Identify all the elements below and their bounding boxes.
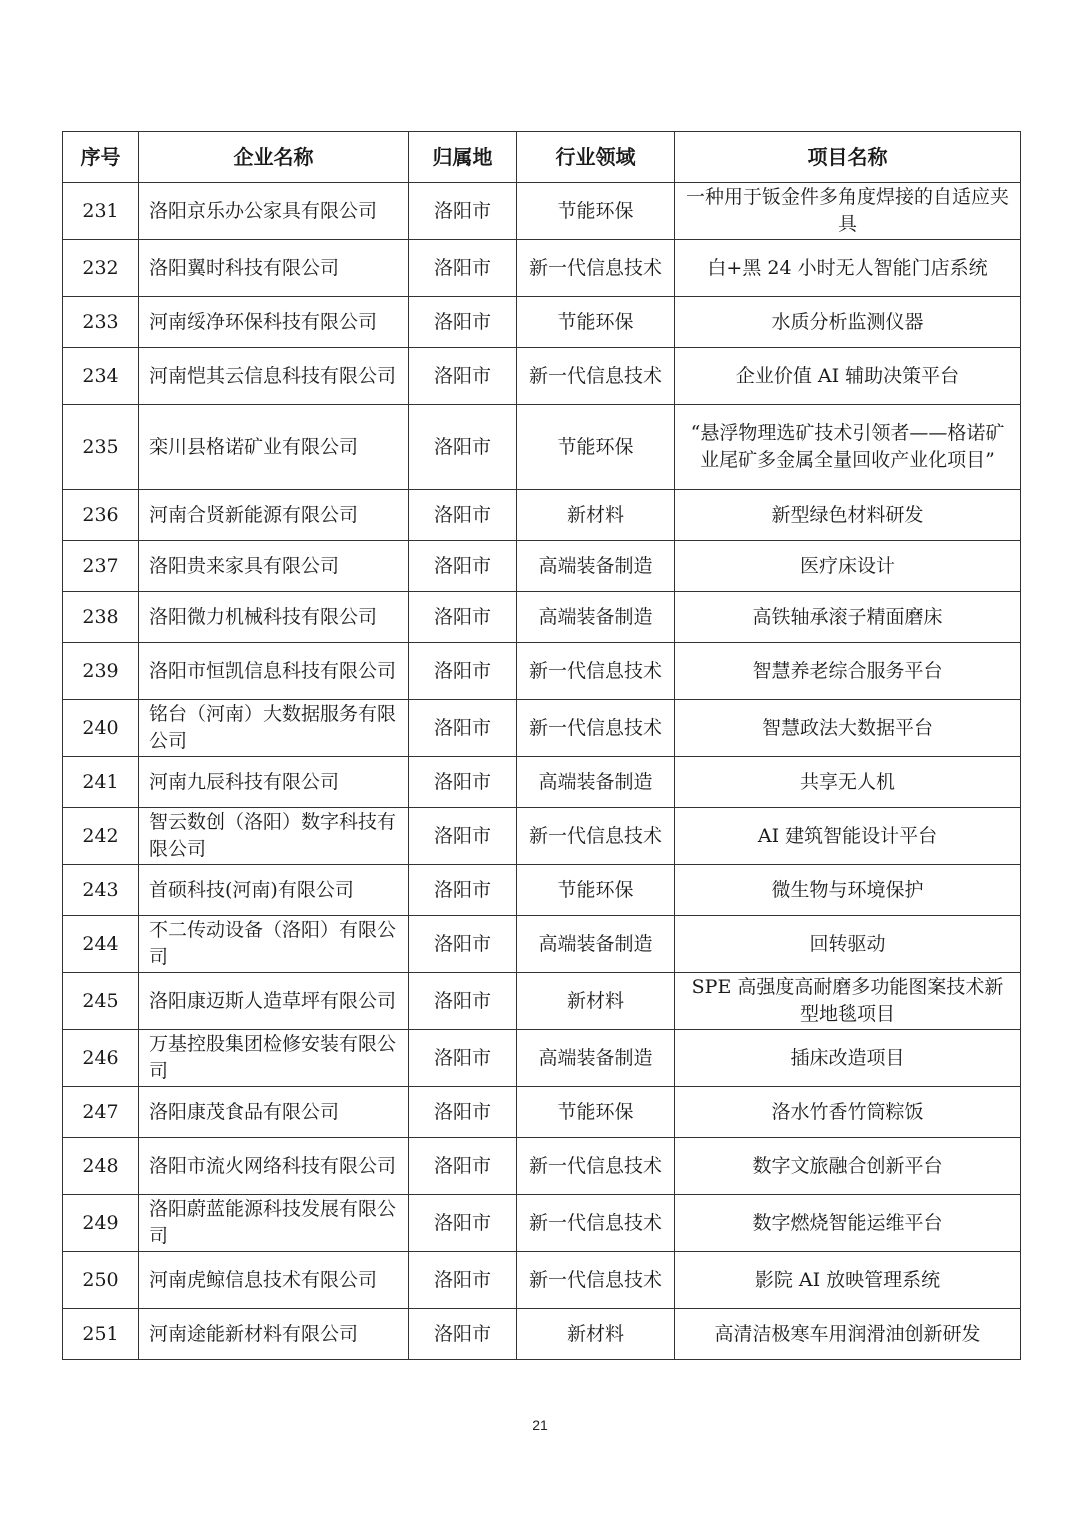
header-field: 行业领域 xyxy=(517,132,675,183)
cell-index: 251 xyxy=(63,1309,139,1360)
cell-index: 248 xyxy=(63,1138,139,1195)
cell-project: 白+黑 24 小时无人智能门店系统 xyxy=(675,240,1021,297)
cell-field: 新材料 xyxy=(517,1309,675,1360)
cell-project: “悬浮物理选矿技术引领者——格诺矿业尾矿多金属全量回收产业化项目” xyxy=(675,405,1021,490)
table-row xyxy=(63,808,1021,865)
table-row xyxy=(63,973,1021,1030)
cell-city: 洛阳市 xyxy=(409,757,517,808)
cell-project: 智慧养老综合服务平台 xyxy=(675,643,1021,700)
cell-city: 洛阳市 xyxy=(409,808,517,865)
cell-field: 高端装备制造 xyxy=(517,592,675,643)
cell-company: 河南虎鲸信息技术有限公司 xyxy=(139,1252,409,1309)
table-row xyxy=(63,700,1021,757)
table-row xyxy=(63,592,1021,643)
table-row xyxy=(63,1138,1021,1195)
cell-index: 242 xyxy=(63,808,139,865)
table-row xyxy=(63,1087,1021,1138)
cell-city: 洛阳市 xyxy=(409,297,517,348)
cell-index: 239 xyxy=(63,643,139,700)
table-row xyxy=(63,1309,1021,1360)
cell-field: 新材料 xyxy=(517,490,675,541)
cell-index: 244 xyxy=(63,916,139,973)
cell-company: 洛阳贵来家具有限公司 xyxy=(139,541,409,592)
cell-field: 节能环保 xyxy=(517,1087,675,1138)
cell-city: 洛阳市 xyxy=(409,348,517,405)
table-row xyxy=(63,297,1021,348)
cell-field: 节能环保 xyxy=(517,183,675,240)
cell-city: 洛阳市 xyxy=(409,183,517,240)
cell-city: 洛阳市 xyxy=(409,592,517,643)
cell-field: 新一代信息技术 xyxy=(517,700,675,757)
cell-index: 245 xyxy=(63,973,139,1030)
cell-field: 高端装备制造 xyxy=(517,1030,675,1087)
cell-project: 智慧政法大数据平台 xyxy=(675,700,1021,757)
cell-company: 洛阳康茂食品有限公司 xyxy=(139,1087,409,1138)
enterprise-table xyxy=(62,131,1021,1360)
cell-project: 数字燃烧智能运维平台 xyxy=(675,1195,1021,1252)
page-number: 21 xyxy=(532,1417,548,1433)
cell-index: 235 xyxy=(63,405,139,490)
header-city: 归属地 xyxy=(409,132,517,183)
cell-project: 高铁轴承滚子精面磨床 xyxy=(675,592,1021,643)
header-index: 序号 xyxy=(63,132,139,183)
cell-field: 新一代信息技术 xyxy=(517,240,675,297)
table-row xyxy=(63,183,1021,240)
table-row xyxy=(63,405,1021,490)
cell-field: 新一代信息技术 xyxy=(517,1252,675,1309)
table-row xyxy=(63,865,1021,916)
cell-company: 洛阳市流火网络科技有限公司 xyxy=(139,1138,409,1195)
cell-company: 洛阳市恒凯信息科技有限公司 xyxy=(139,643,409,700)
cell-company: 洛阳京乐办公家具有限公司 xyxy=(139,183,409,240)
table-header-row xyxy=(63,132,1021,183)
cell-index: 241 xyxy=(63,757,139,808)
cell-company: 智云数创（洛阳）数字科技有限公司 xyxy=(139,808,409,865)
header-company: 企业名称 xyxy=(139,132,409,183)
cell-project: 新型绿色材料研发 xyxy=(675,490,1021,541)
cell-city: 洛阳市 xyxy=(409,973,517,1030)
cell-index: 231 xyxy=(63,183,139,240)
cell-field: 节能环保 xyxy=(517,297,675,348)
cell-project: 影院 AI 放映管理系统 xyxy=(675,1252,1021,1309)
cell-project: 插床改造项目 xyxy=(675,1030,1021,1087)
cell-project: 洛水竹香竹筒粽饭 xyxy=(675,1087,1021,1138)
cell-project: 水质分析监测仪器 xyxy=(675,297,1021,348)
cell-company: 洛阳康迈斯人造草坪有限公司 xyxy=(139,973,409,1030)
cell-project: SPE 高强度高耐磨多功能图案技术新型地毯项目 xyxy=(675,973,1021,1030)
cell-company: 万基控股集团检修安装有限公司 xyxy=(139,1030,409,1087)
cell-city: 洛阳市 xyxy=(409,490,517,541)
cell-project: 数字文旅融合创新平台 xyxy=(675,1138,1021,1195)
table-row xyxy=(63,916,1021,973)
cell-city: 洛阳市 xyxy=(409,1087,517,1138)
cell-project: 回转驱动 xyxy=(675,916,1021,973)
cell-city: 洛阳市 xyxy=(409,1138,517,1195)
cell-company: 铭台（河南）大数据服务有限公司 xyxy=(139,700,409,757)
cell-index: 240 xyxy=(63,700,139,757)
cell-company: 洛阳蔚蓝能源科技发展有限公司 xyxy=(139,1195,409,1252)
table-row xyxy=(63,240,1021,297)
table-row xyxy=(63,348,1021,405)
cell-index: 234 xyxy=(63,348,139,405)
cell-project: 医疗床设计 xyxy=(675,541,1021,592)
cell-company: 首硕科技(河南)有限公司 xyxy=(139,865,409,916)
table-row xyxy=(63,490,1021,541)
cell-company: 栾川县格诺矿业有限公司 xyxy=(139,405,409,490)
cell-index: 238 xyxy=(63,592,139,643)
table-row xyxy=(63,1252,1021,1309)
cell-company: 河南恺其云信息科技有限公司 xyxy=(139,348,409,405)
cell-index: 249 xyxy=(63,1195,139,1252)
cell-city: 洛阳市 xyxy=(409,541,517,592)
cell-project: 高清洁极寒车用润滑油创新研发 xyxy=(675,1309,1021,1360)
cell-city: 洛阳市 xyxy=(409,405,517,490)
cell-project: 企业价值 AI 辅助决策平台 xyxy=(675,348,1021,405)
cell-company: 不二传动设备（洛阳）有限公司 xyxy=(139,916,409,973)
cell-city: 洛阳市 xyxy=(409,1030,517,1087)
cell-field: 高端装备制造 xyxy=(517,916,675,973)
cell-index: 233 xyxy=(63,297,139,348)
cell-project: 微生物与环境保护 xyxy=(675,865,1021,916)
cell-company: 洛阳翼时科技有限公司 xyxy=(139,240,409,297)
cell-city: 洛阳市 xyxy=(409,240,517,297)
table-row xyxy=(63,643,1021,700)
cell-field: 节能环保 xyxy=(517,865,675,916)
cell-city: 洛阳市 xyxy=(409,916,517,973)
cell-city: 洛阳市 xyxy=(409,643,517,700)
cell-city: 洛阳市 xyxy=(409,865,517,916)
cell-field: 新一代信息技术 xyxy=(517,1138,675,1195)
cell-company: 河南途能新材料有限公司 xyxy=(139,1309,409,1360)
cell-field: 新一代信息技术 xyxy=(517,348,675,405)
cell-index: 250 xyxy=(63,1252,139,1309)
cell-index: 237 xyxy=(63,541,139,592)
cell-field: 高端装备制造 xyxy=(517,541,675,592)
cell-index: 243 xyxy=(63,865,139,916)
table-row xyxy=(63,757,1021,808)
cell-company: 河南绥净环保科技有限公司 xyxy=(139,297,409,348)
cell-index: 232 xyxy=(63,240,139,297)
cell-city: 洛阳市 xyxy=(409,700,517,757)
cell-field: 新材料 xyxy=(517,973,675,1030)
cell-city: 洛阳市 xyxy=(409,1309,517,1360)
cell-field: 节能环保 xyxy=(517,405,675,490)
cell-project: AI 建筑智能设计平台 xyxy=(675,808,1021,865)
table-row xyxy=(63,1030,1021,1087)
cell-index: 247 xyxy=(63,1087,139,1138)
cell-project: 一种用于钣金件多角度焊接的自适应夹具 xyxy=(675,183,1021,240)
header-project: 项目名称 xyxy=(675,132,1021,183)
cell-company: 洛阳微力机械科技有限公司 xyxy=(139,592,409,643)
cell-index: 246 xyxy=(63,1030,139,1087)
table-row xyxy=(63,1195,1021,1252)
cell-city: 洛阳市 xyxy=(409,1195,517,1252)
cell-field: 新一代信息技术 xyxy=(517,1195,675,1252)
table-row xyxy=(63,541,1021,592)
cell-city: 洛阳市 xyxy=(409,1252,517,1309)
cell-index: 236 xyxy=(63,490,139,541)
cell-company: 河南九辰科技有限公司 xyxy=(139,757,409,808)
cell-field: 新一代信息技术 xyxy=(517,808,675,865)
cell-project: 共享无人机 xyxy=(675,757,1021,808)
cell-company: 河南合贤新能源有限公司 xyxy=(139,490,409,541)
cell-field: 新一代信息技术 xyxy=(517,643,675,700)
cell-field: 高端装备制造 xyxy=(517,757,675,808)
